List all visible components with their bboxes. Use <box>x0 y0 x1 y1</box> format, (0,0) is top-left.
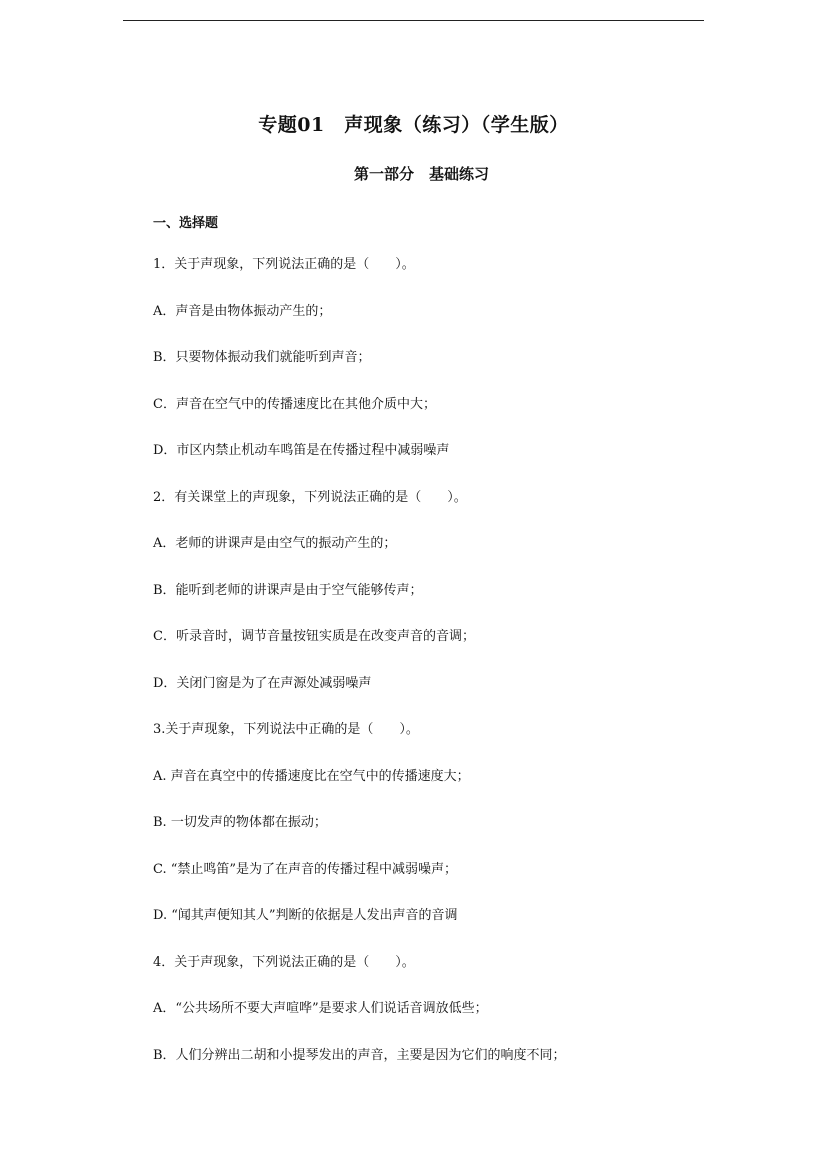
question-3-option-a: A. 声音在真空中的传播速度比在空气中的传播速度大； <box>153 768 470 784</box>
question-1-option-c: C．声音在空气中的传播速度比在其他介质中大； <box>153 396 436 412</box>
question-2-option-c: C．听录音时，调节音量按钮实质是在改变声音的音调； <box>153 629 475 644</box>
section-heading: 一、选择题 <box>153 216 219 231</box>
question-2-option-a: A．老师的讲课声是由空气的振动产生的； <box>153 536 397 551</box>
question-4-stem: 4．关于声现象，下列说法正确的是（ ）。 <box>153 954 415 970</box>
question-1-stem: 1．关于声现象，下列说法正确的是（ ）。 <box>153 257 415 272</box>
question-4-option-b: B．人们分辨出二胡和小提琴发出的声音，主要是因为它们的响度不同； <box>153 1047 566 1063</box>
question-3-option-b: B. 一切发声的物体都在振动； <box>153 815 327 830</box>
question-1-option-a: A．声音是由物体振动产生的； <box>153 303 332 319</box>
question-1-option-b: B．只要物体振动我们就能听到声音； <box>153 350 371 365</box>
document-title: 专题01 声现象（练习）（学生版） <box>258 114 569 136</box>
header-rule <box>123 20 704 21</box>
question-3-stem: 3.关于声现象，下列说法中正确的是（ ）。 <box>153 722 419 737</box>
question-list <box>153 251 713 1088</box>
question-2-option-d: D．关闭门窗是为了在声源处减弱噪声 <box>153 675 372 691</box>
part-heading: 第一部分 基础练习 <box>353 165 489 183</box>
question-4-option-a: A．“公共场所不要大声喧哗”是要求人们说话音调放低些； <box>153 1001 488 1016</box>
question-2-stem: 2．有关课堂上的声现象，下列说法正确的是（ ）。 <box>153 489 467 505</box>
question-3-option-c: C. “禁止鸣笛”是为了在声音的传播过程中减弱噪声； <box>153 861 458 877</box>
question-2-option-b: B．能听到老师的讲课声是由于空气能够传声； <box>153 582 423 598</box>
question-3-option-d: D. “闻其声便知其人”判断的依据是人发出声音的音调 <box>153 908 458 923</box>
question-1-option-d: D．市区内禁止机动车鸣笛是在传播过程中减弱噪声 <box>153 443 450 458</box>
